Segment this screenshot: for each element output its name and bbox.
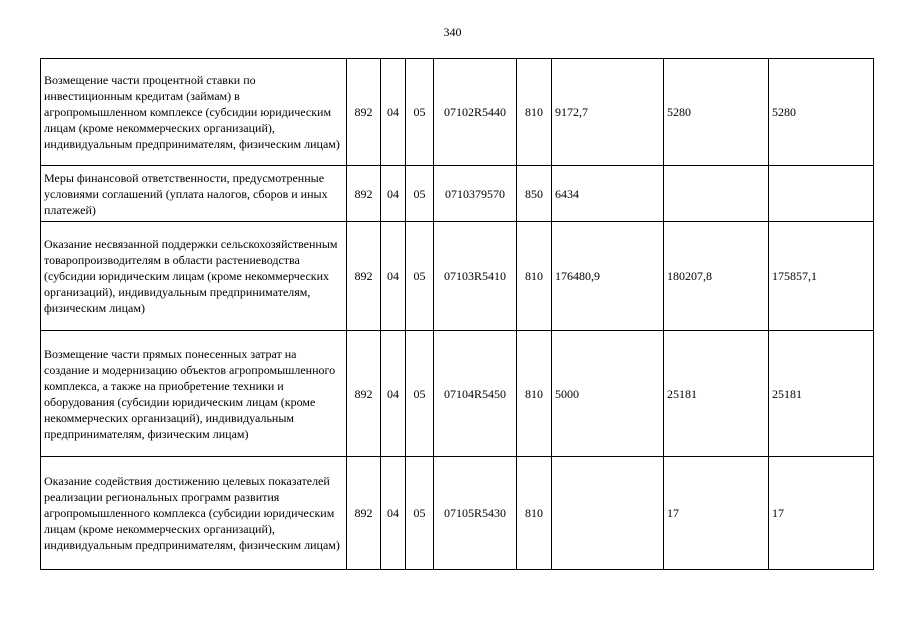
amount-year2-cell: 17 (664, 457, 769, 570)
amount-year1-cell (552, 457, 664, 570)
expense-type-cell: 810 (517, 457, 552, 570)
budget-table (40, 58, 874, 570)
subsection-code-cell: 05 (406, 331, 434, 457)
row-name-cell: Оказание содействия достижению целевых показателей реализации региональных программ развития агропромышленного комплекса (субсидии юридическим лицам (кроме некоммерческих организаций), индивидуальным предпринимателям, физическим лицам) (41, 457, 347, 570)
amount-year2-cell: 5280 (664, 59, 769, 166)
subsection-code-cell: 05 (406, 457, 434, 570)
ministry-code-cell: 892 (347, 59, 381, 166)
table-row (41, 59, 874, 166)
ministry-code-cell: 892 (347, 331, 381, 457)
page-number: 340 (443, 25, 462, 39)
subsection-code-cell: 05 (406, 222, 434, 331)
subsection-code-cell: 05 (406, 59, 434, 166)
amount-year2-cell: 180207,8 (664, 222, 769, 331)
amount-year1-cell: 5000 (552, 331, 664, 457)
amount-year3-cell: 17 (769, 457, 874, 570)
subsection-code-cell: 05 (406, 166, 434, 222)
target-article-cell: 0710379570 (434, 166, 517, 222)
target-article-cell: 07105R5430 (434, 457, 517, 570)
ministry-code-cell: 892 (347, 457, 381, 570)
amount-year1-cell: 6434 (552, 166, 664, 222)
expense-type-cell: 810 (517, 222, 552, 331)
expense-type-cell: 810 (517, 331, 552, 457)
section-code-cell: 04 (381, 222, 406, 331)
row-name-cell: Оказание несвязанной поддержки сельскохозяйственным товаропроизводителям в области растениеводства (субсидии юридическим лицам (кроме некоммерческих организаций), индивидуальным предпринимателям, физическим лицам) (41, 222, 347, 331)
amount-year3-cell: 25181 (769, 331, 874, 457)
table-row (41, 222, 874, 331)
amount-year3-cell: 175857,1 (769, 222, 874, 331)
table-row (41, 166, 874, 222)
ministry-code-cell: 892 (347, 166, 381, 222)
amount-year2-cell: 25181 (664, 331, 769, 457)
table-row (41, 457, 874, 570)
row-name-cell: Возмещение части прямых понесенных затрат на создание и модернизацию объектов агропромышленного комплекса, а также на приобретение техники и оборудования (субсидии юридическим лицам (кроме некоммерческих организаций), индивидуальным предпринимателям, физическим лицам) (41, 331, 347, 457)
section-code-cell: 04 (381, 59, 406, 166)
amount-year1-cell: 9172,7 (552, 59, 664, 166)
target-article-cell: 07102R5440 (434, 59, 517, 166)
ministry-code-cell: 892 (347, 222, 381, 331)
row-name-cell: Меры финансовой ответственности, предусмотренные условиями соглашений (уплата налогов, сборов и иных платежей) (41, 166, 347, 222)
row-name-cell: Возмещение части процентной ставки по инвестиционным кредитам (займам) в агропромышленном комплексе (субсидии юридическим лицам (кроме некоммерческих организаций), индивидуальным предпринимателям, физическим лицам) (41, 59, 347, 166)
expense-type-cell: 850 (517, 166, 552, 222)
target-article-cell: 07104R5450 (434, 331, 517, 457)
amount-year2-cell (664, 166, 769, 222)
section-code-cell: 04 (381, 166, 406, 222)
amount-year1-cell: 176480,9 (552, 222, 664, 331)
table-row (41, 331, 874, 457)
amount-year3-cell (769, 166, 874, 222)
amount-year3-cell: 5280 (769, 59, 874, 166)
section-code-cell: 04 (381, 331, 406, 457)
target-article-cell: 07103R5410 (434, 222, 517, 331)
expense-type-cell: 810 (517, 59, 552, 166)
section-code-cell: 04 (381, 457, 406, 570)
